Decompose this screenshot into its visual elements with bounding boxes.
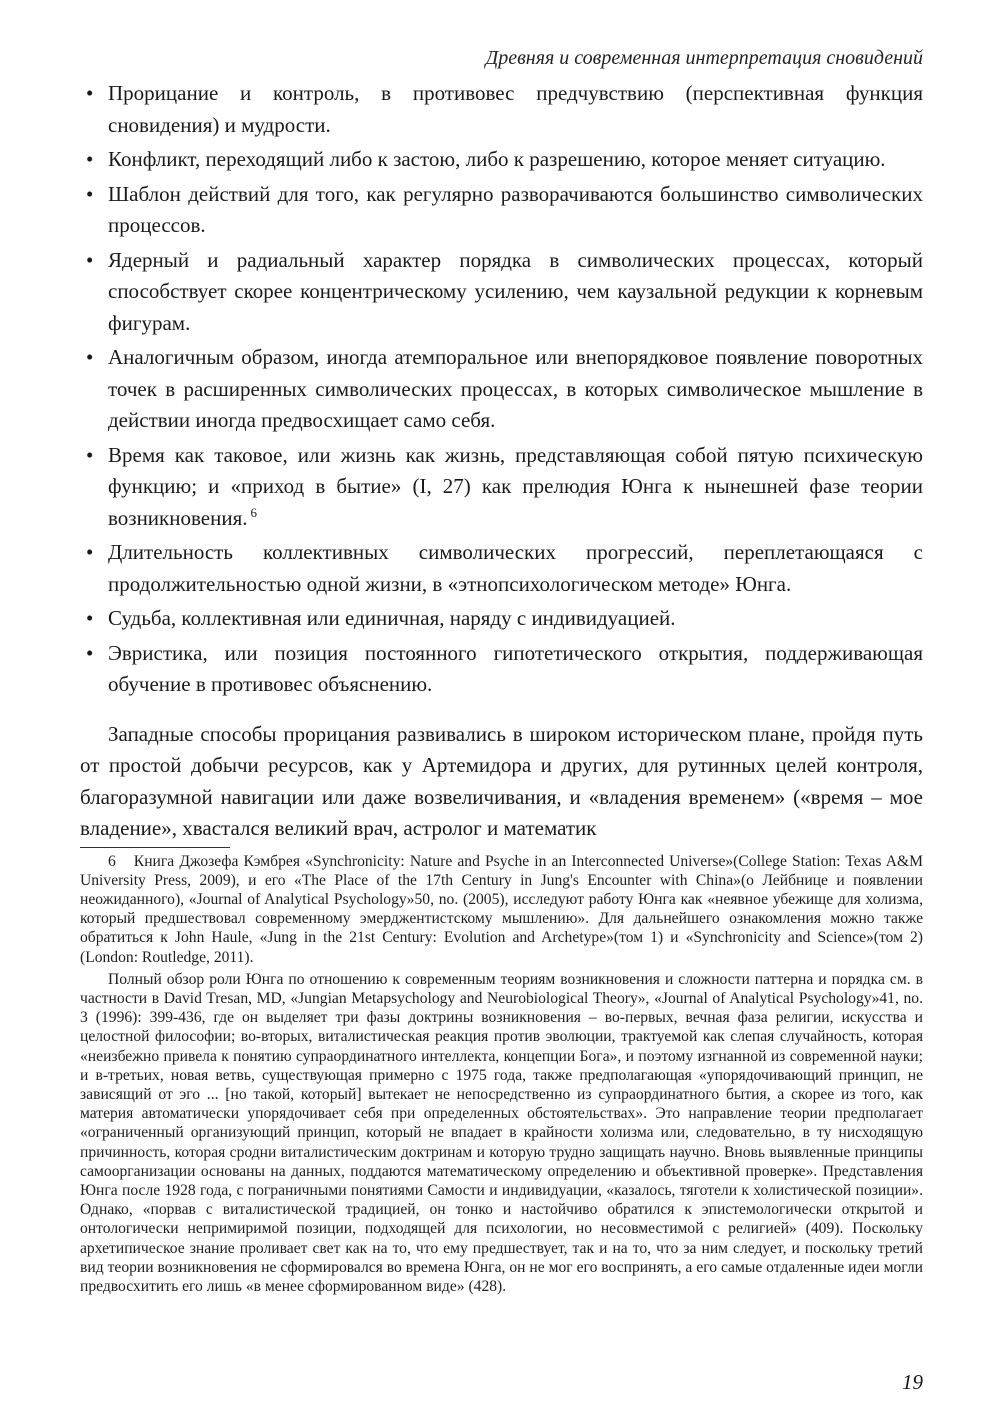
footnote-text: Книга Джозефа Кэмбрея «Synchronicity: Nature and Psyche in an Interconnected Universe»(College Station: Texas A&M University Press, 2009), и его «The Place of the 17th Century in Jung's Encounter with China»(о Лейбнице и появлении неожиданного), «Journal of Analytical Psychology»50, no. (2005), исследуют работу Юнга как «неявное убежище для холизма, который предшествовал современному эмерджентистскому мышлению». Для дальнейшего ознакомления можно также обратиться к John Haule, «Jung in the 21st Century: Evolution and Archetype»(том 1) и «Synchronicity and Science»(том 2) (London: Routledge, 2011).	[80, 852, 923, 966]
bullet-item	[80, 440, 923, 535]
bullet-text: Эвристика, или позиция постоянного гипотетического открытия, поддерживающая обучение в противовес объяснению.	[108, 640, 923, 696]
body-paragraph: Западные способы прорицания развивались в широком историческом плане, пройдя путь от простой добычи ресурсов, как у Артемидора и других, для рутинных целей контроля, благоразумной навигации или даже возвеличивания, и «владения временем» («время – мое владение», хвастался великий врач, астролог и математик	[80, 721, 923, 840]
bullet-item	[80, 78, 923, 141]
bullet-item	[80, 603, 923, 635]
footnote-reference[interactable]: 6	[250, 504, 257, 520]
footnote-6	[80, 852, 923, 967]
bullet-list	[80, 78, 923, 701]
footnote-number: 6	[108, 852, 116, 870]
bullet-item	[80, 245, 923, 340]
bullet-text: Время как таковое, или жизнь как жизнь, представляющая собой пятую психическую функцию; и «приход в бытие» (I, 27) как прелюдия Юнга к нынешней фазе теории возникновения.	[108, 442, 923, 530]
footnotes	[80, 852, 923, 1297]
bullet-text: Длительность коллективных символических прогрессий, переплетающаяся с продолжительностью одной жизни, в «этнопсихологическом методе» Юнга.	[108, 540, 923, 596]
bullet-text: Конфликт, переходящий либо к застою, либо к разрешению, которое меняет ситуацию.	[108, 147, 886, 171]
book-page	[80, 44, 923, 1394]
bullet-item	[80, 537, 923, 600]
bullet-text: Шаблон действий для того, как регулярно разворачиваются большинство символических процессов.	[108, 181, 923, 237]
footnote-divider	[80, 847, 230, 848]
bullet-text: Аналогичным образом, иногда атемпоральное или внепорядковое появление поворотных точек в расширенных символических процессах, в которых символическое мышление в действии иногда предвосхищает само себя.	[108, 345, 923, 432]
bullet-text: Прорицание и контроль, в противовес предчувствию (перспективная функция сновидения) и мудрости.	[108, 81, 923, 137]
running-header: Древняя и современная интерпретация сновидений	[485, 47, 923, 69]
bullet-item	[80, 144, 923, 176]
bullet-item	[80, 342, 923, 437]
bullet-item	[80, 638, 923, 701]
footnote-continuation: Полный обзор роли Юнга по отношению к современным теориям возникновения и сложности паттерна и порядка см. в частности в David Tresan, MD, «Jungian Metapsychology and Neurobiological Theory», «Journal of Analytical Psychology»41, no. 3 (1996): 399-436, где он выделяет три фазы доктрины возникновения – во-первых, вечная фаза религии, искусства и целостной философии; во-вторых, виталистическая реакция против эволюции, трактуемой как слепая случайность, которая «неизбежно привела к понятию супраординатного интеллекта, концепции Бога», и поэтому изгнанной из современной науки; и в-третьих, новая ветвь, существующая примерно с 1975 года, также предполагающая «упорядочивающий принцип, не зависящий от эго ... [но такой, который] вытекает не непосредственно из супраординатного бытия, а скорее из того, как материя автоматически упорядочивает себя при определенных обстоятельствах». Это направление теории предполагает «ограниченный организующий принцип, который не впадает в крайности холизма или, следовательно, в ту нисходящую причинность, которая сродни виталистическим доктринам и которую трудно защищать научно. Вновь выявленные принципы самоорганизации основаны на данных, поддаются математическому определению и объективной проверке». Представления Юнга после 1928 года, с пограничными понятиями Самости и индивидуации, «казалось, тяготели к холистической позиции». Однако, «порвав с виталистической традицией, он тонко и настойчиво обратился к эпистемологически открытой и онтологически непримиримой позиции, подходящей для психологии, но несовместимой с религией» (409). Поскольку архетипическое знание проливает свет как на то, что ему предшествует, так и на то, что за ним следует, и поскольку третий вид теории возникновения не сформировался во времена Юнга, он не мог его воспринять, а его самые отдаленные идеи могли предвосхитить его лишь «в менее сформированном виде» (428).	[80, 970, 923, 1295]
page-number: 19	[902, 1370, 923, 1394]
bullet-text: Ядерный и радиальный характер порядка в символических процессах, который способствует скорее концентрическому усилению, чем каузальной редукции к корневым фигурам.	[108, 247, 923, 335]
bullet-item	[80, 179, 923, 242]
bullet-text: Судьба, коллективная или единичная, наряду с индивидуацией.	[108, 606, 676, 630]
